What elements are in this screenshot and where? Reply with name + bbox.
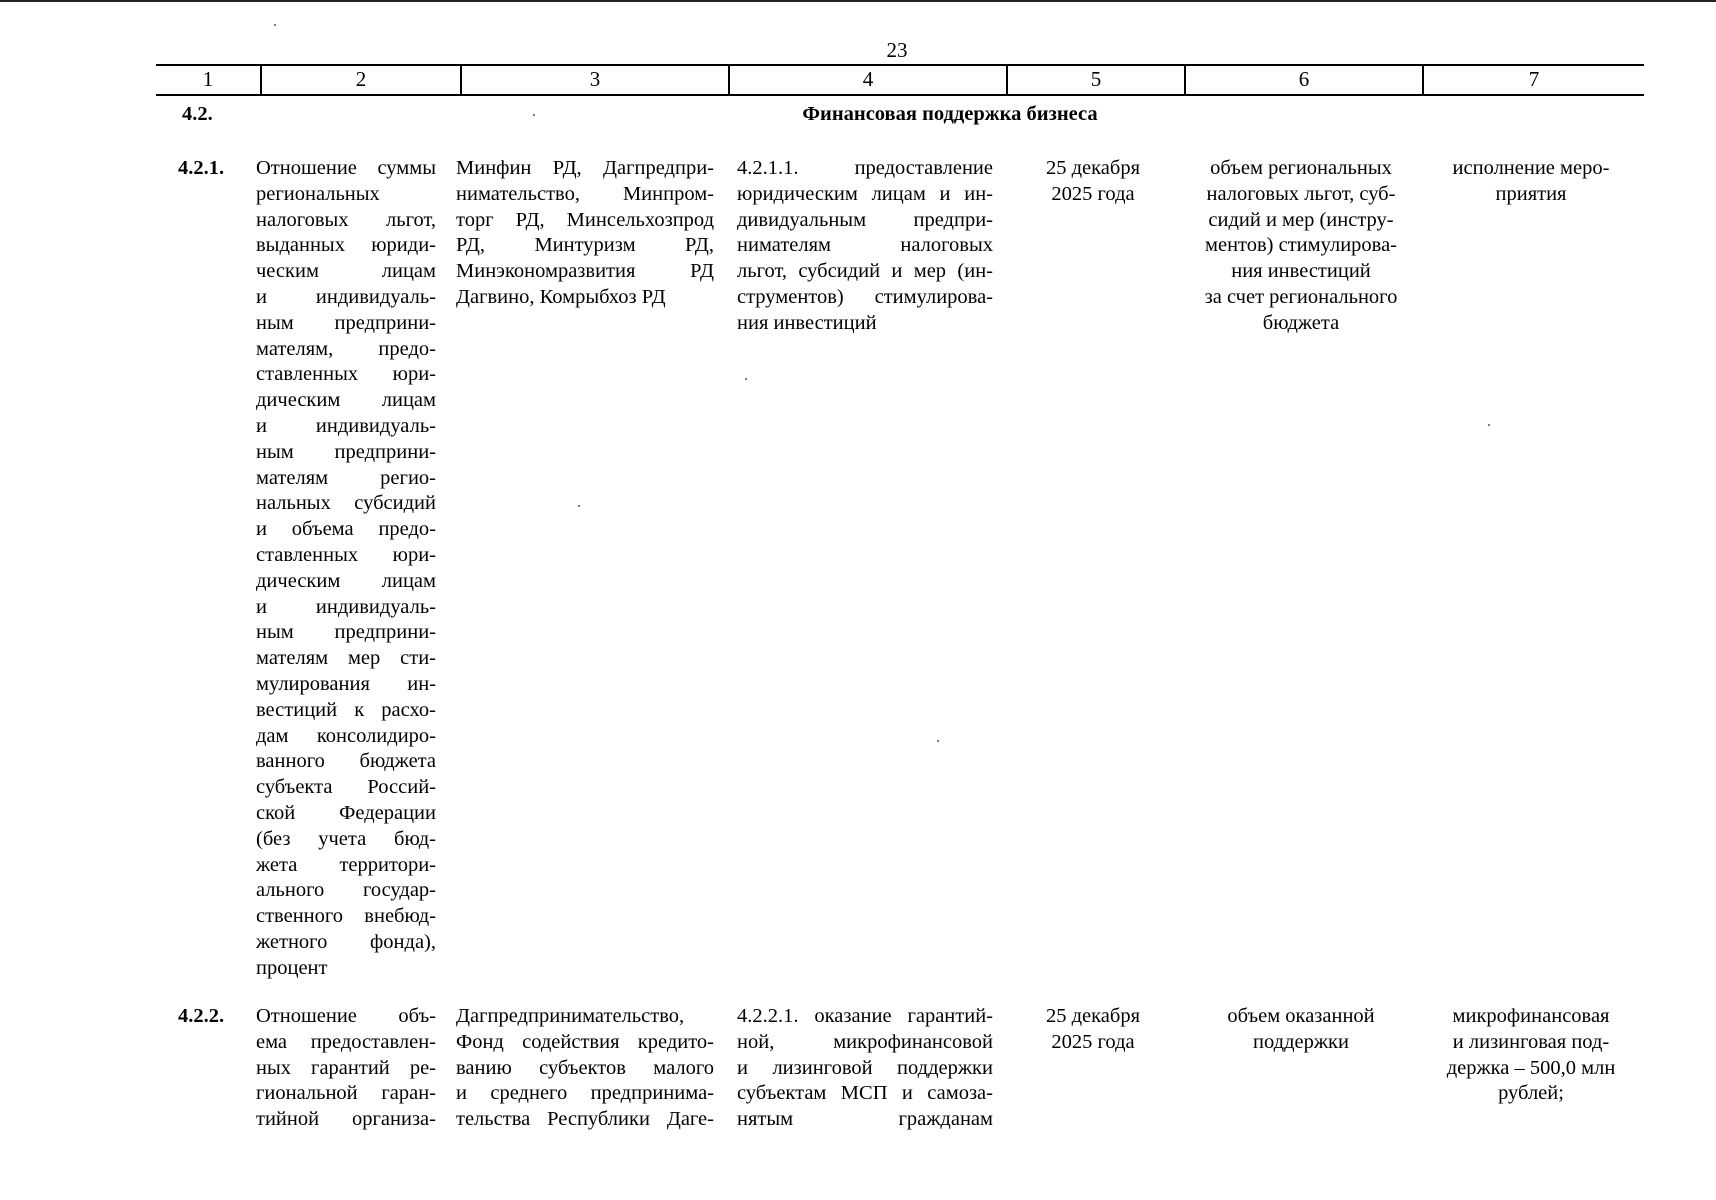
row-number: 4.2.1. (178, 157, 225, 179)
scan-speck (1488, 424, 1490, 426)
indicator-line: ставленных юри- (256, 543, 436, 566)
indicator-line: дам консолидиро- (256, 724, 436, 747)
note-line: исполнение меро- (1452, 157, 1610, 179)
note-cell (1428, 156, 1634, 208)
deadline-line: 2025 года (1051, 1030, 1135, 1053)
indicator-line: налоговых льгот, (256, 208, 436, 231)
result-cell (1186, 156, 1416, 337)
header-cell: 4 (728, 66, 1006, 94)
note-cell (1428, 1004, 1634, 1107)
indicator-line: Отношение объ- (256, 1005, 436, 1027)
header-cell: 7 (1422, 66, 1644, 94)
indicator-line: гиональной гаран- (256, 1082, 436, 1105)
result-line: поддержки (1253, 1030, 1349, 1053)
indicator-line: процент (256, 956, 328, 979)
indicator-line: выданных юриди- (256, 234, 436, 257)
indicator-line: и индивидуаль- (256, 595, 436, 618)
indicator-line: ческим лицам (256, 260, 436, 283)
indicator-line: ской Федерации (256, 801, 436, 824)
indicator-line: мателям, предо- (256, 337, 436, 360)
scan-speck (937, 740, 939, 742)
scan-speck (745, 378, 747, 380)
header-cell: 1 (202, 67, 214, 92)
result-line: объем оказанной (1227, 1005, 1375, 1027)
scan-speck (274, 24, 276, 26)
activity-line: нимателям налоговых (737, 234, 993, 257)
executors-line: Минэкономразвития РД (456, 260, 714, 283)
indicator-line: тийной организа- (256, 1108, 436, 1131)
activity-line: дивидуальным предпри- (737, 208, 993, 231)
deadline-cell (1016, 156, 1170, 208)
indicator-line: ным предприни- (256, 621, 436, 644)
activity-line: струментов) стимулирова- (737, 285, 993, 308)
indicator-cell (256, 1004, 436, 1133)
executors-cell (456, 1004, 714, 1133)
indicator-line: жетного фонда), (256, 930, 436, 953)
activity-line: 4.2.1.1. предоставление (737, 157, 993, 179)
result-line: за счет регионального (1204, 285, 1398, 308)
indicator-line: ным предприни- (256, 311, 436, 334)
table-header-row (156, 64, 1644, 96)
indicator-line: (без учета бюд- (256, 827, 436, 850)
result-line: ния инвестиций (1231, 260, 1371, 283)
activity-line: нятым гражданам (737, 1108, 993, 1131)
activity-line: льгот, субсидий и мер (ин- (737, 260, 993, 283)
executors-line: Фонд содействия кредито- (456, 1030, 714, 1053)
indicator-line: субъекта Россий- (256, 776, 436, 799)
note-line: и лизинговая под- (1452, 1030, 1610, 1053)
indicator-line: мателям мер сти- (256, 647, 436, 670)
section-number: 4.2. (182, 103, 213, 125)
executors-line: нимательство, Минпром- (456, 182, 714, 205)
executors-line: ванию субъектов малого (456, 1056, 714, 1079)
note-line: держка – 500,0 млн (1446, 1056, 1616, 1079)
indicator-line: ных гарантий ре- (256, 1056, 436, 1079)
executors-line: Дагвино, Комрыбхоз РД (456, 285, 666, 308)
executors-line: Дагпредпринимательство, (456, 1005, 685, 1027)
note-line: приятия (1495, 182, 1567, 205)
deadline-line: 2025 года (1051, 182, 1135, 205)
header-cell: 2 (260, 66, 460, 94)
activity-line: ной, микрофинансовой (737, 1030, 993, 1053)
indicator-line: Отношение суммы (256, 157, 436, 179)
indicator-line: ным предприни- (256, 440, 436, 463)
deadline-line: 25 декабря (1045, 157, 1140, 179)
indicator-line: нальных субсидий (256, 492, 436, 515)
row-number: 4.2.2. (178, 1005, 225, 1027)
activity-line: субъектам МСП и самоза- (737, 1082, 993, 1105)
result-line: налоговых льгот, суб- (1206, 182, 1396, 205)
indicator-line: ставленных юри- (256, 363, 436, 386)
result-line: объем региональных (1210, 157, 1392, 179)
note-line: микрофинансовая (1452, 1005, 1610, 1027)
deadline-line: 25 декабря (1045, 1005, 1140, 1027)
indicator-line: и объема предо- (256, 518, 436, 541)
header-cell: 5 (1006, 66, 1184, 94)
activity-line: и лизинговой поддержки (737, 1056, 993, 1079)
header-cell: 6 (1184, 66, 1422, 94)
indicator-line: мателям регио- (256, 466, 436, 489)
result-line: бюджета (1262, 311, 1340, 334)
indicator-line: дическим лицам (256, 569, 436, 592)
indicator-line: региональных (256, 182, 380, 205)
result-line: сидий и мер (инстру- (1208, 208, 1394, 231)
section-title: Финансовая поддержка бизнеса (802, 103, 1098, 125)
indicator-cell (256, 156, 436, 982)
activity-line: 4.2.2.1. оказание гарантий- (737, 1005, 993, 1027)
result-line: ментов) стимулирова- (1205, 234, 1397, 257)
indicator-line: ственного внебюд- (256, 905, 436, 928)
indicator-line: жета территори- (256, 853, 436, 876)
scan-speck (533, 114, 535, 116)
executors-line: тельства Республики Даге- (456, 1108, 714, 1131)
executors-line: торг РД, Минсельхозпрод (456, 208, 714, 231)
indicator-line: мулирования ин- (256, 672, 436, 695)
activity-line: ния инвестиций (737, 311, 877, 334)
header-cell: 3 (460, 66, 728, 94)
scan-top-edge (0, 0, 1716, 2)
executors-cell (456, 156, 714, 311)
executors-line: и среднего предпринима- (456, 1082, 714, 1105)
executors-line: Минфин РД, Дагпредпри- (456, 157, 714, 179)
activity-line: юридическим лицам и ин- (737, 182, 993, 205)
note-line: рублей; (1498, 1082, 1564, 1105)
indicator-line: и индивидуаль- (256, 414, 436, 437)
result-cell (1186, 1004, 1416, 1056)
page-number: 23 (886, 38, 908, 62)
indicator-line: и индивидуаль- (256, 285, 436, 308)
indicator-line: ема предоставлен- (256, 1030, 436, 1053)
deadline-cell (1016, 1004, 1170, 1056)
scan-speck (578, 505, 580, 507)
activity-cell (737, 156, 993, 337)
activity-cell (737, 1004, 993, 1133)
indicator-line: вестиций к расхо- (256, 698, 436, 721)
indicator-line: дическим лицам (256, 389, 436, 412)
indicator-line: ванного бюджета (256, 750, 436, 773)
executors-line: РД, Минтуризм РД, (456, 234, 714, 257)
indicator-line: ального государ- (256, 879, 436, 902)
